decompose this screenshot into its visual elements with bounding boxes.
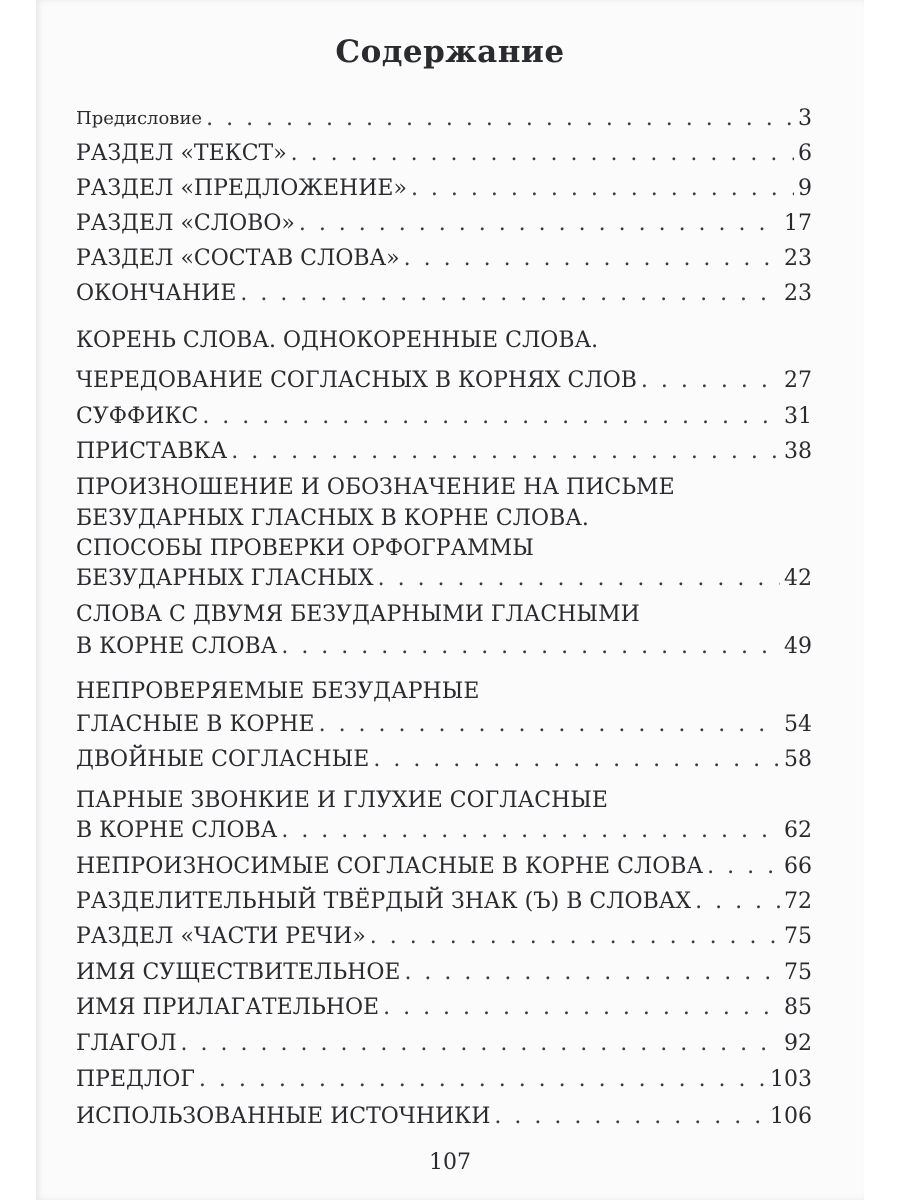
toc-entry-title: ПРЕДЛОГ — [76, 1067, 195, 1092]
toc-entry-title: ИМЯ СУЩЕСТВИТЕЛЬНОЕ — [76, 960, 401, 985]
toc-entry-page: 54 — [784, 712, 812, 737]
book-page — [36, 0, 864, 1200]
toc-entry — [76, 271, 812, 307]
toc-entry — [76, 624, 812, 660]
dot-leader — [291, 141, 794, 167]
dot-leader — [181, 1031, 780, 1057]
toc-entry-title: НЕПРОВЕРЯЕМЫЕ БЕЗУДАРНЫЕ — [76, 679, 480, 704]
toc-entry-page: 72 — [784, 889, 812, 914]
toc-entry — [76, 844, 812, 880]
toc-entry-title: ОКОНЧАНИЕ — [76, 281, 237, 306]
toc-entry-title: ГЛАГОЛ — [76, 1031, 177, 1056]
toc-entry-title: БЕЗУДАРНЫХ ГЛАСНЫХ В КОРНЕ СЛОВА. — [76, 506, 589, 531]
toc-entry-page: 49 — [784, 634, 812, 659]
dot-leader — [404, 960, 780, 986]
dot-leader — [411, 176, 794, 202]
toc-entry — [76, 358, 812, 394]
dot-leader — [378, 566, 780, 592]
toc-entry — [76, 201, 812, 237]
toc-entry-title: В КОРНЕ СЛОВА — [76, 818, 278, 843]
toc-entry-page: 6 — [798, 141, 812, 166]
toc-entry-title: ПРИСТАВКА — [76, 439, 228, 464]
toc-entry-title: ИСПОЛЬЗОВАННЫЕ ИСТОЧНИКИ — [76, 1104, 491, 1129]
dot-leader — [383, 995, 780, 1021]
toc-entry — [76, 985, 812, 1021]
toc-entry-page: 103 — [770, 1067, 812, 1092]
toc-entry-page: 106 — [770, 1104, 812, 1129]
toc-entry-page: 17 — [784, 211, 812, 236]
toc-entry-page: 27 — [784, 368, 812, 393]
toc-entry-title: РАЗДЕЛ «СЛОВО» — [76, 211, 295, 236]
toc-entry-title: РАЗДЕЛ «СОСТАВ СЛОВА» — [76, 246, 400, 271]
toc-entry-title: РАЗДЕЛ «ПРЕДЛОЖЕНИЕ» — [76, 176, 407, 201]
toc-entry — [76, 1094, 812, 1130]
toc-entry-title: РАЗДЕЛ «ЧАСТИ РЕЧИ» — [76, 924, 366, 949]
dot-leader — [299, 211, 780, 237]
toc-entry-page: 23 — [784, 281, 812, 306]
toc-entry-title: ДВОЙНЫЕ СОГЛАСНЫЕ — [76, 747, 370, 772]
toc-entry — [76, 131, 812, 167]
toc-entry-page: 75 — [784, 960, 812, 985]
toc-entry — [76, 429, 812, 465]
toc-entry — [76, 879, 812, 915]
toc-entry — [76, 1021, 812, 1057]
toc-entry-title: СЛОВА С ДВУМЯ БЕЗУДАРНЫМИ ГЛАСНЫМИ — [76, 602, 640, 627]
toc-entry — [76, 669, 812, 705]
dot-leader — [281, 818, 780, 844]
dot-leader — [641, 368, 780, 394]
toc-entry — [76, 318, 812, 354]
toc-entry — [76, 1057, 812, 1093]
toc-entry-title: ПРОИЗНОШЕНИЕ И ОБОЗНАЧЕНИЕ НА ПИСЬМЕ — [76, 475, 675, 500]
toc-entry-title: КОРЕНЬ СЛОВА. ОДНОКОРЕННЫЕ СЛОВА. — [76, 328, 599, 353]
page-number: 107 — [429, 1150, 471, 1175]
toc-entry — [76, 914, 812, 950]
toc-entry — [76, 166, 812, 202]
toc-entry-title: БЕЗУДАРНЫХ ГЛАСНЫХ — [76, 566, 374, 591]
toc-entry-title: ГЛАСНЫЕ В КОРНЕ — [76, 712, 315, 737]
toc-entry-page: 75 — [784, 924, 812, 949]
dot-leader — [206, 106, 794, 132]
toc-entry — [76, 394, 812, 430]
toc-entry-title: ПАРНЫЕ ЗВОНКИЕ И ГЛУХИЕ СОГЛАСНЫЕ — [76, 788, 608, 813]
dot-leader — [240, 281, 780, 307]
toc-entry — [76, 950, 812, 986]
toc-entry-page: 9 — [798, 176, 812, 201]
toc-entry-title: СУФФИКС — [76, 404, 199, 429]
dot-leader — [370, 924, 780, 950]
toc-entry — [76, 592, 812, 628]
dot-leader — [202, 404, 780, 430]
toc-entry-title: Предисловие — [76, 108, 203, 129]
dot-leader — [707, 854, 780, 880]
dot-leader — [281, 634, 780, 660]
toc-entry-page: 58 — [784, 747, 812, 772]
toc-entry-page: 92 — [784, 1031, 812, 1056]
dot-leader — [319, 712, 780, 738]
toc-entry-title: ИМЯ ПРИЛАГАТЕЛЬНОЕ — [76, 995, 380, 1020]
dot-leader — [404, 246, 780, 272]
toc-entry-page: 62 — [784, 818, 812, 843]
toc-entry-title: СПОСОБЫ ПРОВЕРКИ ОРФОГРАММЫ — [76, 536, 534, 561]
toc-entry — [76, 808, 812, 844]
toc-entry — [76, 737, 812, 773]
toc-entry — [76, 96, 812, 132]
toc-entry — [76, 556, 812, 592]
toc-entry-page: 38 — [784, 439, 812, 464]
dot-leader — [199, 1067, 766, 1093]
toc-entry-title: НЕПРОИЗНОСИМЫЕ СОГЛАСНЫЕ В КОРНЕ СЛОВА — [76, 854, 704, 879]
toc-entry-title: РАЗДЕЛИТЕЛЬНЫЙ ТВЁРДЫЙ ЗНАК (Ъ) В СЛОВАХ — [76, 889, 692, 914]
page-title: Содержание — [335, 34, 565, 70]
toc-entry-page: 42 — [784, 566, 812, 591]
toc-entry-title: РАЗДЕЛ «ТЕКСТ» — [76, 141, 287, 166]
toc-entry-page: 66 — [784, 854, 812, 879]
toc-entry-page: 23 — [784, 246, 812, 271]
dot-leader — [695, 889, 780, 915]
dot-leader — [494, 1104, 766, 1130]
dot-leader — [231, 439, 780, 465]
toc-entry — [76, 702, 812, 738]
toc-entry — [76, 236, 812, 272]
toc-entry-page: 3 — [798, 106, 812, 131]
toc-entry-title: В КОРНЕ СЛОВА — [76, 634, 278, 659]
toc-entry-page: 31 — [784, 404, 812, 429]
dot-leader — [373, 747, 780, 773]
toc-entry-page: 85 — [784, 995, 812, 1020]
toc-entry-title: ЧЕРЕДОВАНИЕ СОГЛАСНЫХ В КОРНЯХ СЛОВ — [76, 368, 637, 393]
